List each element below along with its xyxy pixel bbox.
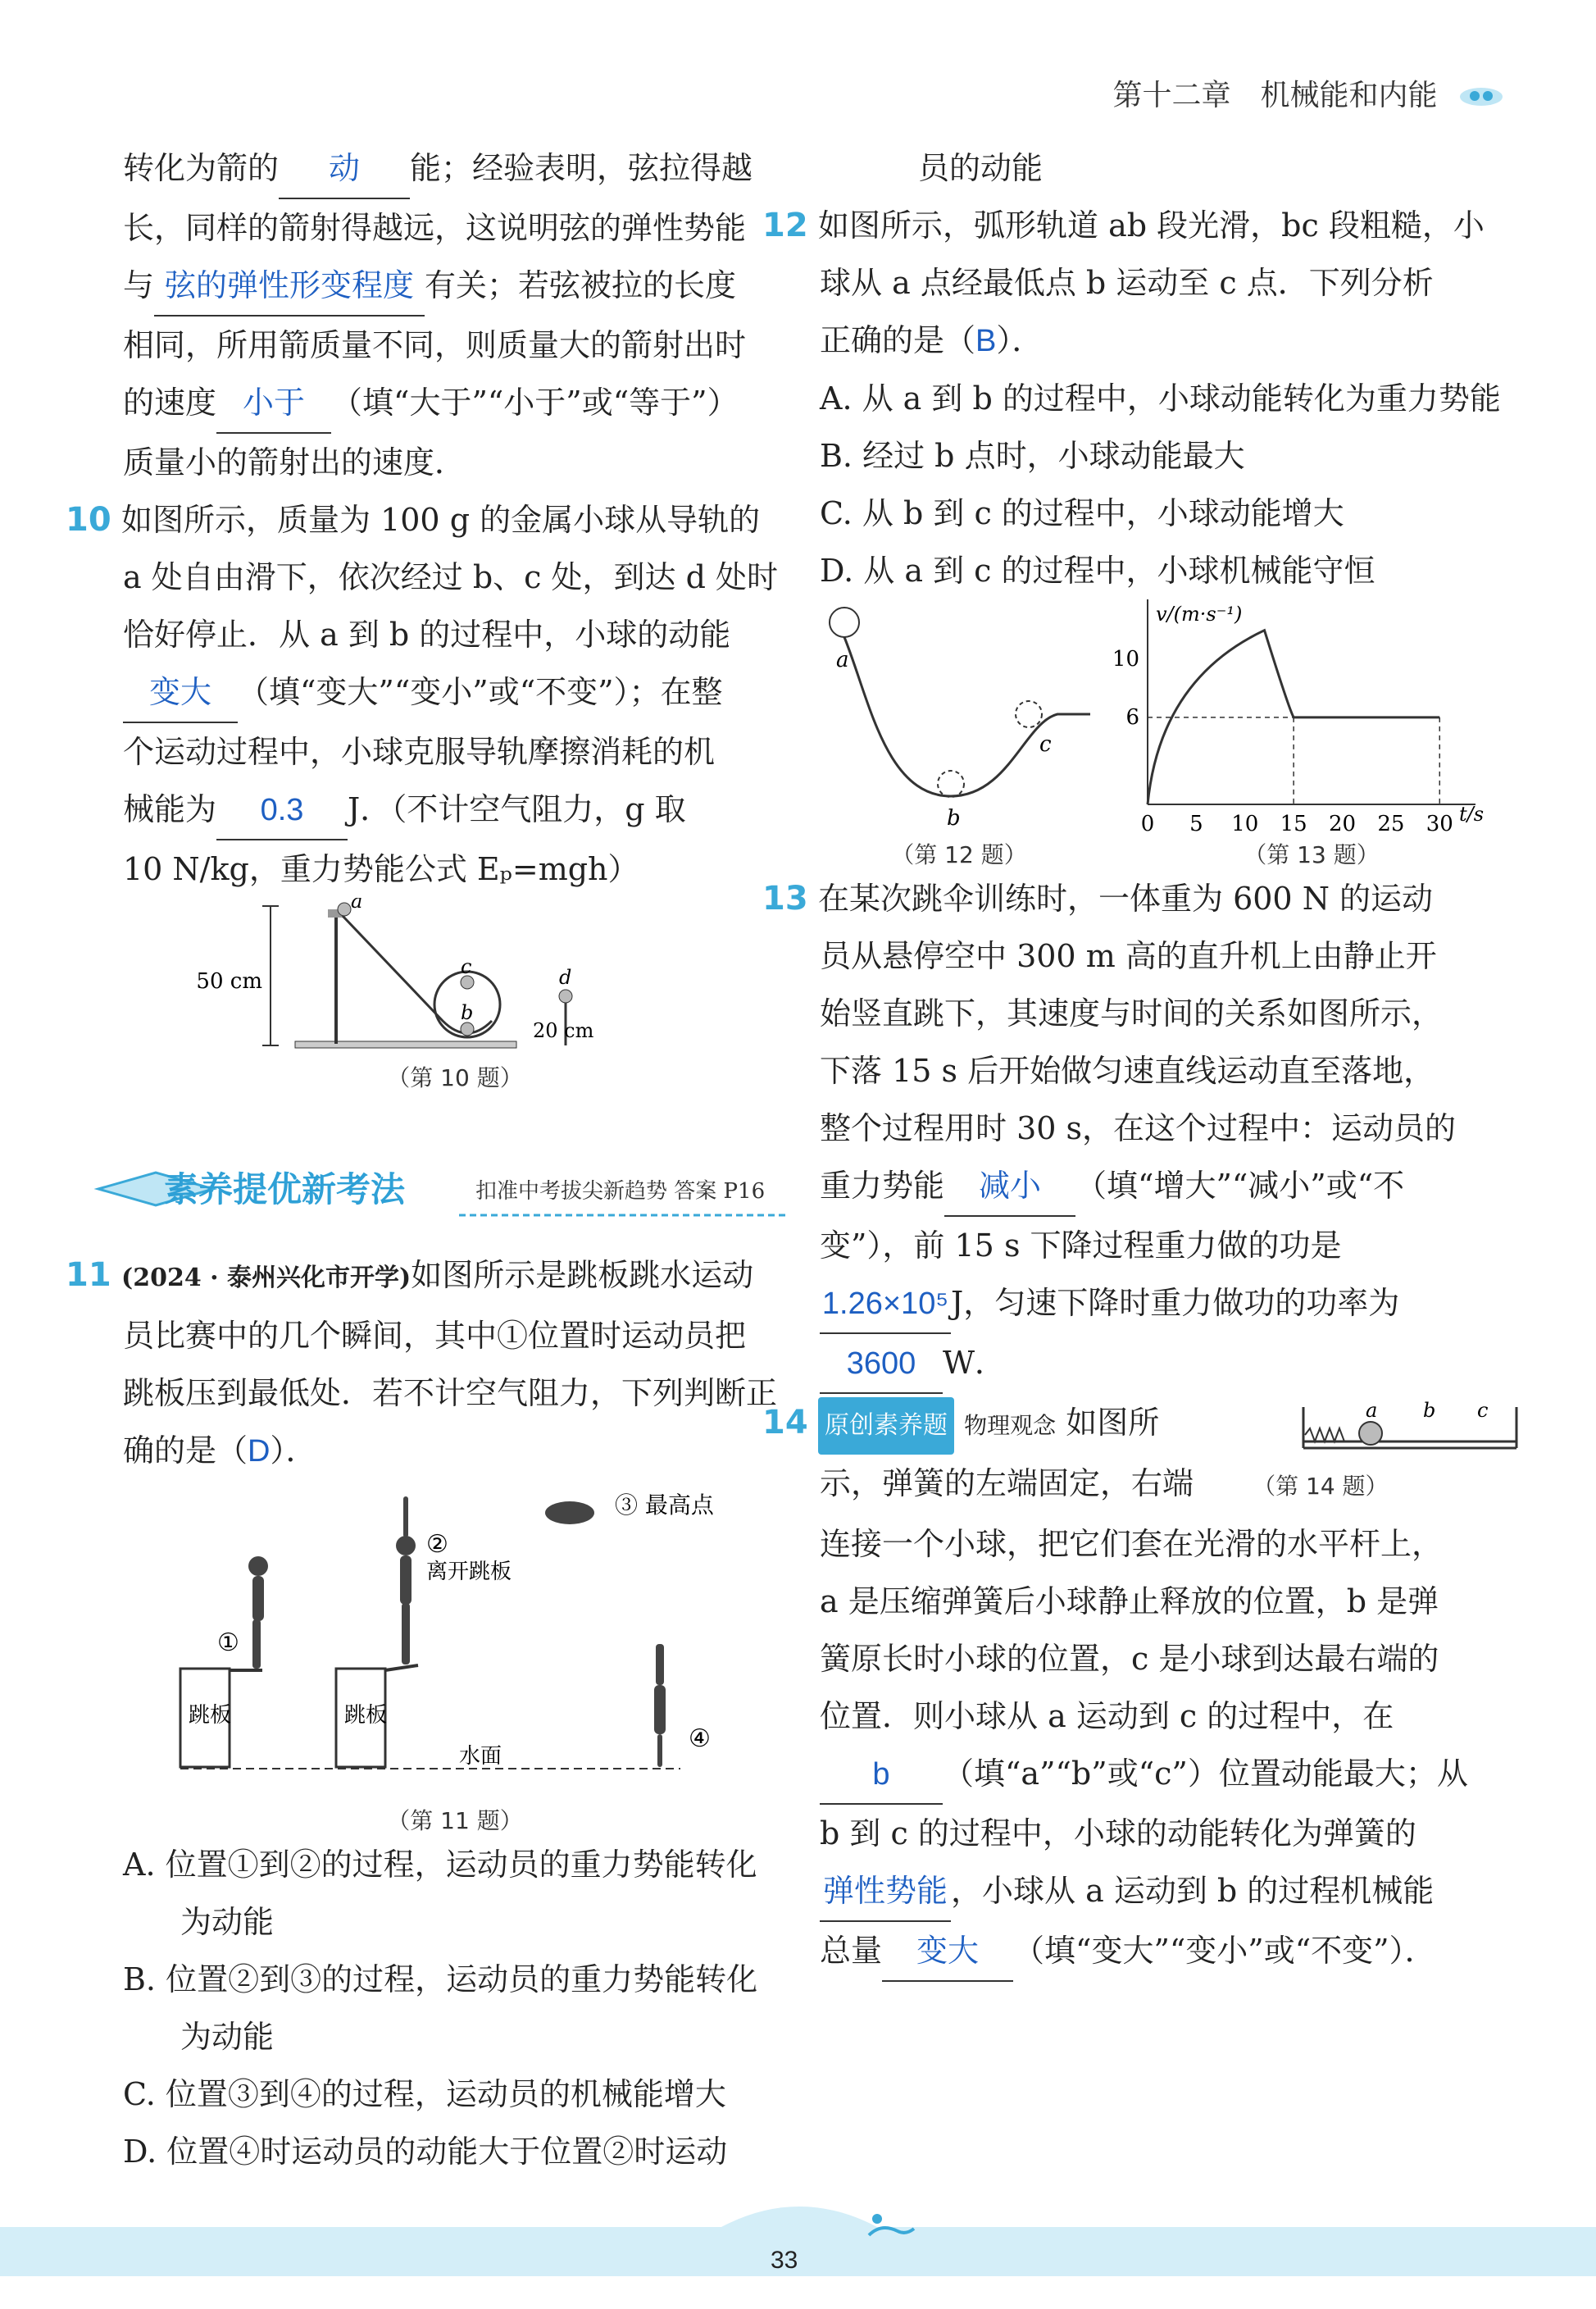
q11-line-4: 确的是（D）．	[123, 1432, 317, 1469]
y-tick-label: 10	[1112, 647, 1139, 672]
q10-point-a: a	[351, 898, 363, 913]
q11-label-4: ④	[689, 1724, 711, 1753]
q10-answer-blank-2: 0.3	[216, 781, 348, 840]
q14-point-b: b	[1423, 1399, 1436, 1422]
q13-line-9: 3600 W．	[820, 1334, 1525, 1394]
q14-line-10: 总量 变大 （填“变大”“变小”或“不变”）．	[820, 1922, 1525, 1982]
q11-option-c: C. 位置③到④的过程，运动员的机械能增大	[123, 2076, 726, 2112]
x-tick-label: 0	[1140, 812, 1155, 836]
q10-height-label-50: 50 cm	[196, 969, 262, 994]
q11-diving-figure	[123, 1480, 787, 1808]
diver-pos2	[396, 1496, 416, 1665]
q10-point-d: d	[559, 966, 572, 989]
x-tick-label: 15	[1280, 812, 1307, 836]
q11-tail: 员的动能	[918, 150, 1044, 186]
q12-line-2: 球从 a 点经最低点 b 运动至 c 点．下列分析	[820, 265, 1434, 301]
q11-water-label: 水面	[459, 1744, 502, 1769]
q9-line-1: 转化为箭的 动 能；经验表明，弦拉得越	[123, 139, 787, 199]
q14-line-1: 14 原创素养题 物理观念 如图所	[820, 1394, 1525, 1455]
footer-wave	[0, 2194, 1596, 2276]
q13-velocity-chart	[1098, 599, 1508, 845]
x-tick-label: 5	[1189, 812, 1203, 836]
q12-number: 12	[762, 207, 808, 244]
x-tick-label: 25	[1377, 812, 1405, 836]
q11-line-1: 11 (2024 · 泰州兴化市开学)如图所示是跳板跳水运动	[123, 1246, 787, 1307]
q10-point-c: c	[461, 955, 472, 978]
q10-line-2: a 处自由滑下，依次经过 b、c 处，到达 d 处时	[123, 559, 778, 595]
q9-answer-blank-2: 弦的弹性形变程度	[154, 257, 425, 317]
q10-line-6: 械能为 0.3 J．（不计空气阻力，g 取	[123, 781, 787, 840]
q11-answer: D	[248, 1434, 271, 1469]
q13-line-8: 1.26×10⁵J，匀速下降时重力做功的功率为	[820, 1274, 1525, 1334]
q9-line-4: 相同，所用箭质量不同，则质量大的箭射出时	[123, 327, 747, 363]
q10-line-4: 变大 （填“变大”“变小”或“不变”）；在整	[123, 663, 787, 723]
q12-answer: B	[975, 324, 997, 358]
q9-line-2: 长，同样的箭射得越远，这说明弦的弹性势能	[123, 210, 747, 246]
x-tick-label: 10	[1231, 812, 1259, 836]
q11-label-2: ②	[426, 1530, 448, 1559]
q13-answer-blank-2: 1.26×10⁵	[820, 1275, 951, 1334]
q13-line-1: 13 在某次跳伞训练时，一体重为 600 N 的运动	[820, 870, 1525, 927]
q14-answer-blank-2: 弹性势能	[820, 1863, 951, 1922]
q13-x-axis-label: t/s	[1459, 803, 1485, 826]
q12-point-a: a	[836, 648, 849, 672]
q11-option-a: A. 位置①到②的过程，运动员的重力势能转化为动能	[123, 1847, 757, 1940]
section-note: 扣准中考拔尖新趋势 答案 P16	[475, 1179, 766, 1204]
q11-label-3: ③ 最高点	[615, 1492, 714, 1519]
cloud-deco-icon	[1457, 84, 1506, 109]
q14-answer-blank-3: 变大	[882, 1923, 1013, 1982]
q10-track-figure	[123, 898, 787, 1062]
q14-line-7: b （填“a”“b”或“c”）位置动能最大；从	[820, 1745, 1525, 1805]
section-title: 素养提优新考法	[164, 1169, 406, 1209]
page-number: 33	[771, 2247, 798, 2274]
q14-line-2: 示，弹簧的左端固定，右端 （第 14 题）	[820, 1465, 1389, 1501]
q13-caption: （第 13 题）	[1244, 841, 1380, 868]
q13-answer-blank-1: 减小	[944, 1158, 1075, 1217]
q14-line-3: 连接一个小球，把它们套在光滑的水平杆上，	[820, 1526, 1444, 1562]
q13-answer-blank-3: 3600	[820, 1335, 943, 1394]
q11-option-b: B. 位置②到③的过程，运动员的重力势能转化为动能	[123, 1961, 758, 2055]
q11-line-3: 跳板压到最低处．若不计空气阻力，下列判断正	[123, 1375, 778, 1411]
q9-line-3: 与 弦的弹性形变程度 有关；若弦被拉的长度	[123, 257, 787, 317]
y-tick-label: 6	[1125, 704, 1139, 730]
diver-pos4	[654, 1644, 666, 1767]
q14-line-8: b 到 c 的过程中，小球的动能转化为弹簧的	[820, 1815, 1416, 1851]
chapter-header	[1113, 72, 1506, 114]
q14-line-6: 位置．则小球从 a 运动到 c 的过程中，在	[820, 1698, 1394, 1734]
q10-caption: （第 10 题）	[387, 1064, 523, 1091]
q12-option-c: C. 从 b 到 c 的过程中，小球动能增大	[820, 495, 1344, 531]
q12-q13-figures	[820, 599, 1525, 870]
q10-height-label-20: 20 cm	[533, 1019, 594, 1042]
q14-caption: （第 14 题）	[1253, 1473, 1389, 1500]
right-column	[762, 139, 1525, 1982]
q13-line-2: 员从悬停空中 300 m 高的直升机上由静止开	[820, 938, 1437, 974]
q12-caption: （第 12 题）	[891, 841, 1027, 868]
q10-point-b: b	[461, 1001, 474, 1024]
q12-point-c: c	[1039, 732, 1052, 757]
q12-point-b: b	[947, 806, 961, 831]
q14-number: 14	[762, 1404, 808, 1441]
q14-tag: 原创素养题	[818, 1397, 954, 1455]
q9-answer-blank-3: 小于	[216, 375, 331, 434]
q11-caption: （第 11 题）	[387, 1807, 523, 1834]
q14-point-c: c	[1477, 1399, 1489, 1422]
x-tick-label: 30	[1425, 812, 1453, 836]
q11-label-2-text: 离开跳板	[426, 1560, 512, 1584]
q9-answer-blank-1: 动	[279, 140, 410, 199]
q11-block	[66, 1246, 787, 2180]
q14-tag-2: 物理观念	[964, 1412, 1057, 1439]
q10-line-5: 个运动过程中，小球克服导轨摩擦消耗的机	[123, 734, 716, 770]
q12-line-1: 12 如图所示，弧形轨道 ab 段光滑，bc 段粗糙，小	[820, 197, 1525, 254]
diver-pos3	[545, 1501, 594, 1524]
left-column	[66, 139, 787, 1093]
diver-pos1	[248, 1556, 268, 1669]
q9-line-6: 质量小的箭射出的速度．	[123, 444, 466, 480]
q13-line-7: 变”），前 15 s 下降过程重力做的功是	[820, 1227, 1342, 1264]
q13-y-axis-label: v/(m·s⁻¹)	[1156, 603, 1243, 626]
q14-line-4: a 是压缩弹簧后小球静止释放的位置，b 是弹	[820, 1583, 1439, 1619]
series-line	[1148, 631, 1439, 804]
q12-option-b: B. 经过 b 点时，小球动能最大	[820, 438, 1245, 474]
q13-number: 13	[762, 880, 808, 918]
q11-board-label-2: 跳板	[344, 1703, 388, 1728]
q13-line-6: 重力势能 减小 （填“增大”“减小”或“不	[820, 1157, 1525, 1217]
q10-number: 10	[66, 501, 111, 539]
q13-line-5: 整个过程用时 30 s，在这个过程中：运动员的	[820, 1110, 1457, 1146]
q12-option-d: D. 从 a 到 c 的过程中，小球机械能守恒	[820, 553, 1375, 589]
q14-spring-figure	[1295, 1399, 1525, 1456]
q11-line-2: 员比赛中的几个瞬间，其中①位置时运动员把	[123, 1318, 747, 1354]
q14-point-a: a	[1366, 1399, 1378, 1422]
q14-line-5: 簧原长时小球的位置，c 是小球到达最右端的	[820, 1641, 1439, 1677]
x-tick-label: 20	[1328, 812, 1357, 836]
q14-answer-blank-1: b	[820, 1746, 943, 1805]
q10-line-1: 10 如图所示，质量为 100 g 的金属小球从导轨的	[123, 491, 787, 549]
q11-option-d: D. 位置④时运动员的动能大于位置②时运动	[123, 2134, 728, 2170]
q11-number: 11	[66, 1256, 111, 1294]
q10-line-7: 10 N/kg，重力势能公式 Eₚ=mgh）	[123, 851, 639, 887]
q14-line-9: 弹性势能 ，小球从 a 运动到 b 的过程机械能	[820, 1862, 1525, 1922]
q9-line-5: 的速度 小于 （填“大于”“小于”或“等于”）	[123, 374, 787, 434]
q12-line-3: 正确的是（B）．	[820, 322, 1044, 358]
q12-track-figure	[820, 599, 1098, 845]
q12-option-a: A. 从 a 到 b 的过程中，小球动能转化为重力势能	[820, 380, 1501, 417]
q14-block	[762, 1394, 1525, 1982]
chapter-title: 第十二章 机械能和内能	[1112, 79, 1438, 112]
q13-line-3: 始竖直跳下，其速度与时间的关系如图所示，	[820, 995, 1444, 1032]
q10-line-3: 恰好停止．从 a 到 b 的过程中，小球的动能	[123, 617, 731, 653]
q10-answer-blank-1: 变大	[123, 664, 238, 723]
q11-source: (2024 · 泰州兴化市开学)	[121, 1264, 412, 1292]
q11-label-1: ①	[217, 1628, 239, 1657]
q13-line-4: 下落 15 s 后开始做匀速直线运动直至落地，	[820, 1053, 1435, 1089]
q11-board-label-1: 跳板	[189, 1703, 232, 1728]
